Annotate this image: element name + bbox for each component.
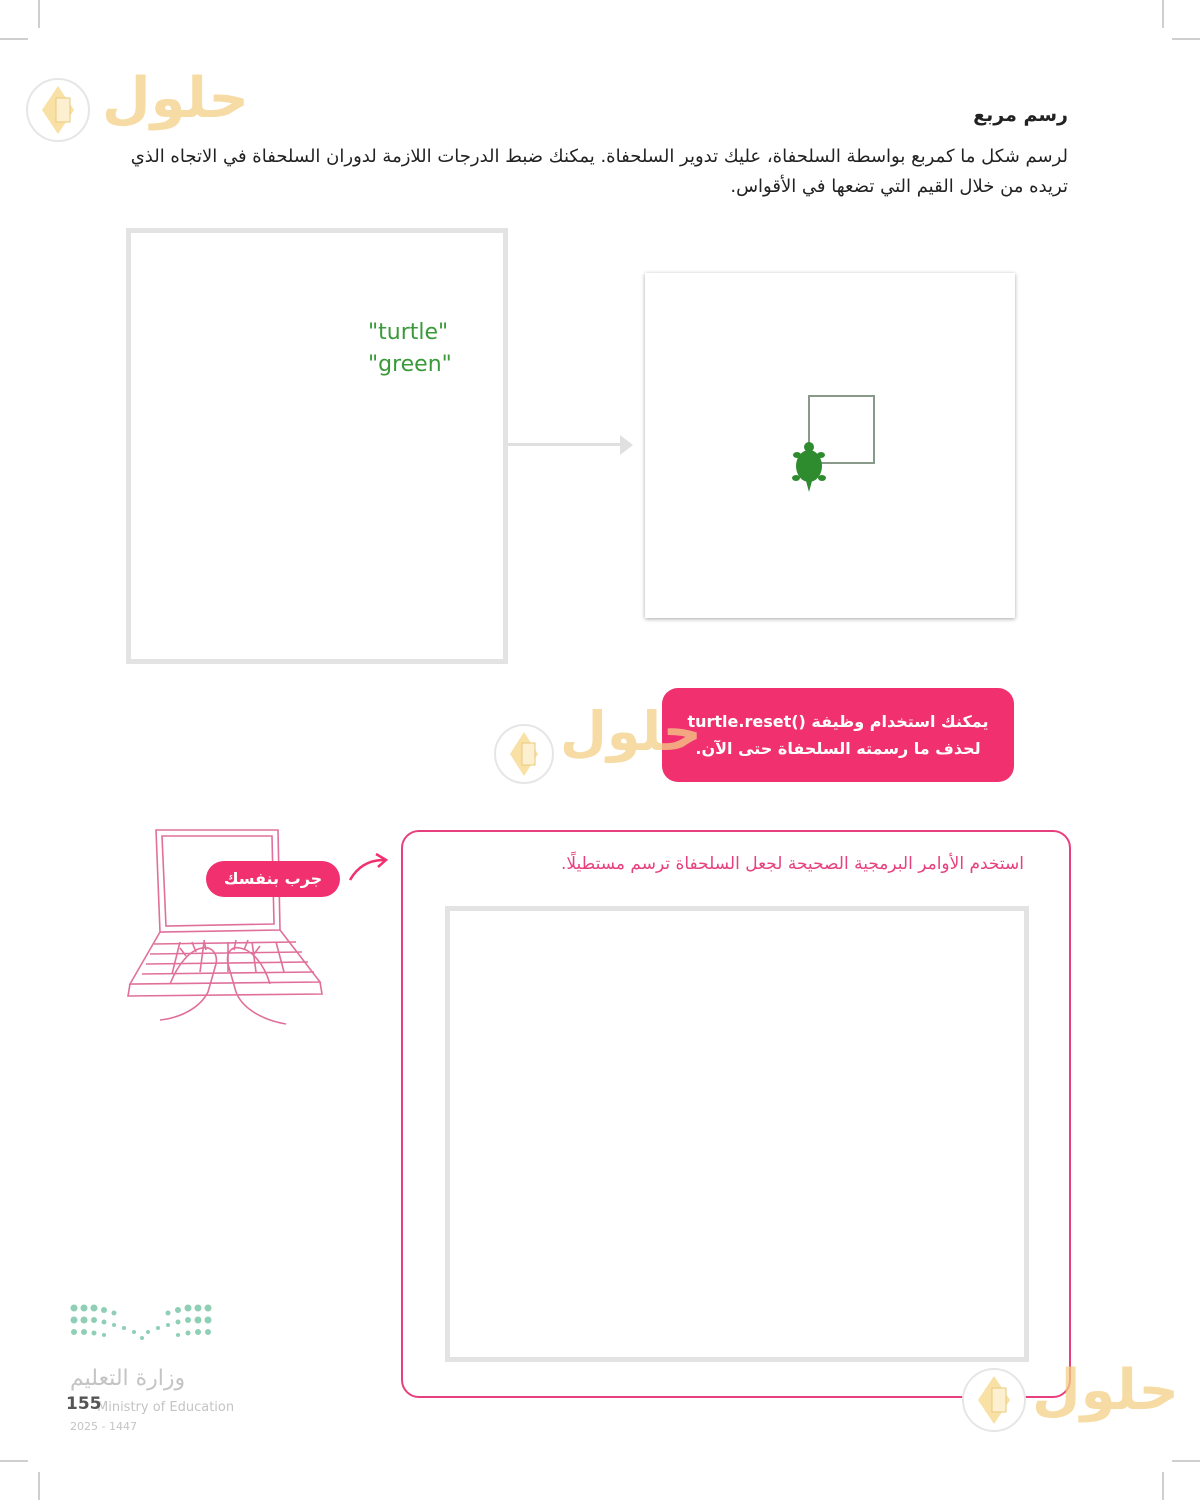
watermark-emblem-icon: [24, 76, 96, 148]
watermark-text: حلول: [1032, 1358, 1179, 1423]
tip-callout: [662, 688, 1014, 782]
arrow-right-icon: [620, 435, 633, 455]
turtle-icon: [792, 442, 826, 492]
watermark-text: حلول: [102, 66, 249, 131]
watermark-emblem-icon: [492, 722, 558, 788]
watermark-text: حلول: [560, 700, 702, 763]
curved-arrow-icon: [346, 852, 392, 884]
code-line-2: "green": [368, 352, 452, 377]
ministry-name-ar: وزارة التعليم: [70, 1366, 186, 1391]
section-heading: رسم مربع: [973, 104, 1068, 126]
code-box: [126, 228, 508, 664]
crop-mark: [38, 0, 40, 28]
tip-line-1: يمكنك استخدام وظيفة ()turtle.reset: [687, 712, 989, 731]
watermark-logo: [22, 66, 272, 152]
answer-area[interactable]: [445, 906, 1029, 1362]
turtle-output-canvas: [645, 273, 1015, 618]
ministry-logo-icon: [68, 1302, 218, 1350]
crop-mark: [0, 38, 28, 40]
crop-mark: [38, 1472, 40, 1500]
try-yourself-badge: جرب بنفسك: [206, 861, 340, 897]
ministry-name-en: Ministry of Education: [97, 1400, 235, 1415]
code-line-1: "turtle": [368, 320, 449, 345]
watermark-logo: [960, 1358, 1180, 1442]
page-number: 155: [66, 1394, 102, 1414]
crop-mark: [1172, 1460, 1200, 1462]
arrow-line: [508, 443, 624, 446]
crop-mark: [1162, 0, 1164, 28]
crop-mark: [0, 1460, 28, 1462]
watermark-emblem-icon: [960, 1366, 1030, 1436]
tip-line-2: لحذف ما رسمته السلحفاة حتى الآن.: [695, 739, 981, 758]
exercise-instruction: استخدم الأوامر البرمجية الصحيحة لجعل السلحفاة ترسم مستطيلًا.: [560, 854, 1024, 874]
crop-mark: [1172, 38, 1200, 40]
year-label: 2025 - 1447: [70, 1420, 137, 1433]
section-paragraph: لرسم شكل ما كمربع بواسطة السلحفاة، عليك تدوير السلحفاة. يمكنك ضبط الدرجات اللازمة لدوران السلحفاة في الاتجاه الذي تريده من خلال القيم التي تضعها في الأقواس.: [130, 146, 1068, 197]
crop-mark: [1162, 1472, 1164, 1500]
laptop-typing-illustration: [120, 824, 330, 1028]
turtle-drawing: [645, 273, 1015, 618]
